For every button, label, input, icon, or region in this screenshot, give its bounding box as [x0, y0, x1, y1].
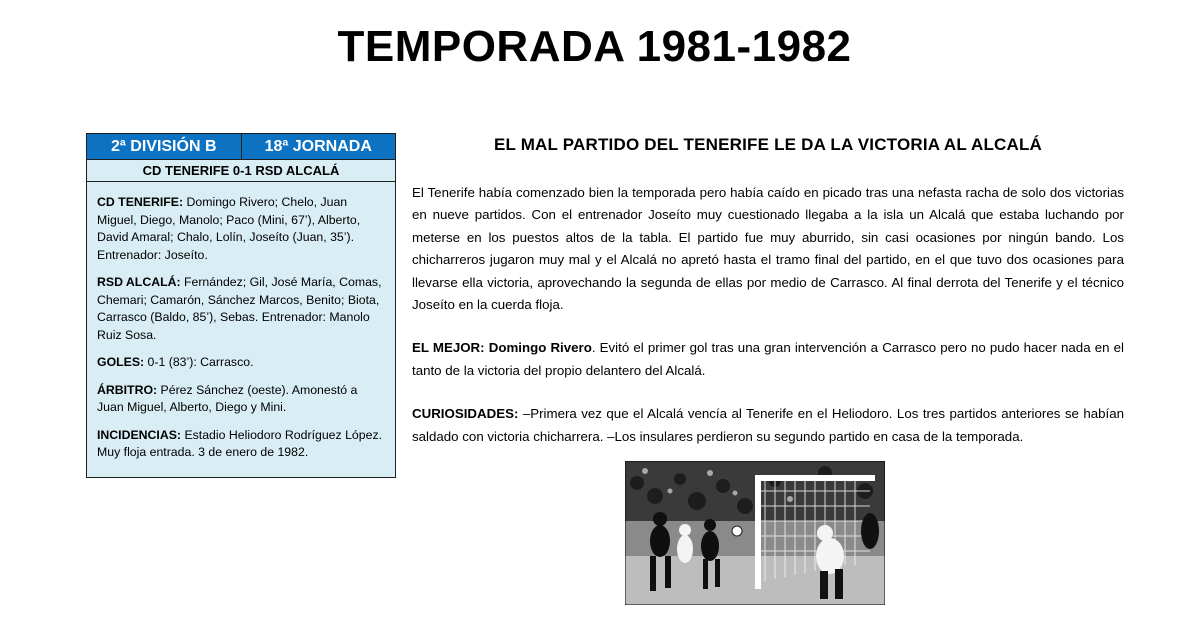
match-card	[86, 133, 396, 478]
article-paragraph: El Tenerife había comenzado bien la temporada pero había caído en picado tras una nefasta racha de solo dos victorias en nueve partidos. Con el entrenador Joseíto muy cuestionado llegaba a la isla un Alcalá que estaba luchando por meterse en los puestos altos de la tabla. El partido fue muy aburrido, sin casi ocasiones por ningún bando. Los chicharreros jugaron muy mal y el Alcalá no apretó hasta el tramo final del partido, en el que tuvo dos ocasiones para llevarse ella victoria, aprovechando la segunda de ellas por medio de Carrasco. Al final derrota del Tenerife y el técnico Joseíto en la cuerda floja.	[412, 185, 1124, 313]
tenerife-lineup	[97, 194, 385, 264]
curiosidades-text: –Primera vez que el Alcalá vencía al Tenerife en el Heliodoro. Los tres partidos anteriores se habían saldado con victoria chicharrera. –Los insulares perdieron su segundo partido en casa de la temporada.	[412, 406, 1124, 444]
jornada-label: 18ª JORNADA	[264, 137, 372, 155]
mejor-name: Domingo Rivero	[484, 340, 592, 356]
arbitro-label: ÁRBITRO:	[97, 382, 158, 397]
mejor-label: EL MEJOR:	[412, 340, 485, 356]
card-body	[87, 182, 395, 462]
division-label: 2ª DIVISIÓN B	[87, 134, 242, 159]
article-headline: EL MAL PARTIDO DEL TENERIFE LE DA LA VICTORIA AL ALCALÁ	[493, 135, 1043, 154]
article-body	[412, 182, 1124, 469]
arbitro-text: Pérez Sánchez (oeste). Amonestó a Juan Miguel, Alberto, Diego y Mini.	[97, 382, 358, 414]
referee	[97, 382, 385, 417]
incidencias-text: Estadio Heliodoro Rodríguez López. Muy floja entrada. 3 de enero de 1982.	[97, 427, 383, 459]
goals	[97, 354, 385, 372]
best-player-paragraph	[412, 337, 1124, 382]
match-result: CD TENERIFE 0-1 RSD ALCALÁ	[87, 160, 395, 182]
mejor-text: . Evitó el primer gol tras una gran intervención a Carrasco pero no pudo hacer nada en el tanto de la victoria del propio delantero del Alcalá.	[412, 340, 1124, 378]
alcala-label: RSD ALCALÁ:	[97, 275, 181, 289]
curiosities-paragraph	[412, 403, 1124, 448]
goles-text: 0-1 (83’): Carrasco.	[144, 355, 254, 369]
incidents	[97, 427, 385, 462]
card-header	[87, 134, 395, 160]
tenerife-text: Domingo Rivero; Chelo, Juan Miguel, Diego, Manolo; Paco (Mini, 67’), Alberto, David Amaral; Chalo, Lolín, Joseíto (Juan, 35’). Entrenador: Joseíto.	[97, 195, 361, 262]
goles-label: GOLES:	[97, 355, 145, 369]
page-title: TEMPORADA 1981-1982	[337, 22, 852, 71]
tenerife-label: CD TENERIFE:	[97, 195, 184, 209]
curiosidades-label: CURIOSIDADES:	[412, 406, 519, 422]
match-photo	[625, 461, 885, 605]
incidencias-label: INCIDENCIAS:	[97, 427, 182, 442]
alcala-text: Fernández; Gil, José María, Comas, Chemari; Camarón, Sánchez Marcos, Benito; Biota, Carrasco (Baldo, 85’), Sebas. Entrenador: Manolo Ruiz Sosa.	[97, 275, 382, 342]
alcala-lineup	[97, 274, 385, 344]
